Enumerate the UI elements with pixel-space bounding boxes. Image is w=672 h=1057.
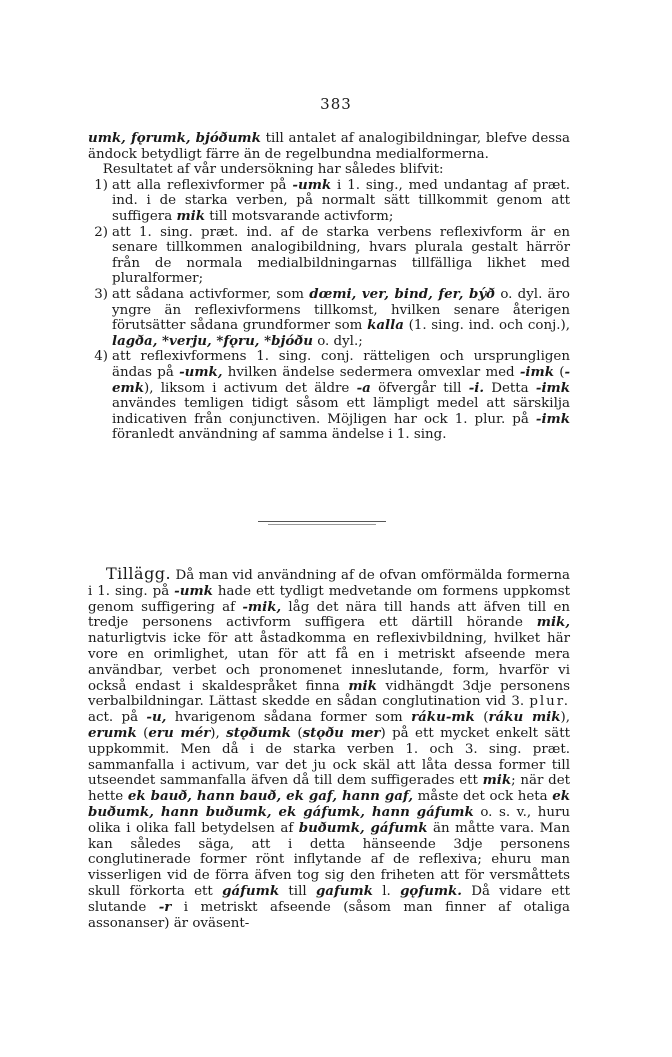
list-item: 1) att alla reflexivformer på -umk i 1. sing., med undantag af præt. ind. i de starka verben, på normalt sätt tillkommit genom att suffigera mik till motsvarande activform; bbox=[88, 178, 570, 225]
addendum-heading: Tillägg. bbox=[106, 564, 172, 583]
list-number: 3) bbox=[94, 286, 108, 302]
result-list bbox=[88, 178, 570, 443]
list-number: 1) bbox=[94, 177, 108, 193]
continuation-paragraph: umk, fǫrumk, bjóðumk till antalet af analogibildningar, blefve dessa ändock betydligt färre än de regelbundna medialformerna. bbox=[88, 130, 570, 162]
page-number: 383 bbox=[320, 95, 352, 113]
list-item: 4) att reflexivformens 1. sing. conj. rätteligen och ursprungligen ändas på -umk, hvilken ändelse sedermera omvexlar med -imk (-emk), liksom i activum det äldre -a öfvergår till -i. Detta -imk användes temligen tidigt såsom ett lämpligt medel att särskilja indicativen från conjunctiven. Möjligen har ock 1. plur. på -imk föranledt användning af samma ändelse i 1. sing. bbox=[88, 349, 570, 443]
list-item: 3) att sådana activformer, som dœmi, ver, bind, fer, býð o. dyl. äro yngre än reflexivformens tillkomst, hvilken senare återigen förutsätter sådana grundformer som kalla (1. sing. ind. och conj.), lagða, *verju, *fǫru, *bjóðu o. dyl.; bbox=[88, 287, 570, 349]
addendum-section bbox=[88, 566, 570, 931]
list-number: 4) bbox=[94, 349, 108, 365]
list-item: 2) att 1. sing. præt. ind. af de starka verbens reflexivform är en senare tillkommen analogibildning, hvars plurala gestalt härrör från de normala medialbildningarnas tillfälliga likhet med pluralformer; bbox=[88, 225, 570, 287]
addendum-paragraph: Tillägg. Då man vid användning af de ofvan omförmälda formerna i 1. sing. på -umk hade ett tydligt medvetande om formens uppkomst genom suffigering af -mik, låg det nära till hands att äfven till en tredje personens activform suffigera ett därtill hörande mik, naturligtvis icke för att åstadkomma en reflexivbildning, hvilket här vore en orimlighet, utan för att få en i metriskt afseende mera användbar, verbet och pronomenet inneslutande, form, hvarför vi också endast i skaldespråket finna mik vidhängdt 3dje personens verbalbildningar. Lättast skedde en sådan conglutination vid 3. plur. act. på -u, hvarigenom sådana former som ráku-mk (ráku mik), erumk (eru mér), stǫðumk (stǫðu mer) på ett mycket enkelt sätt uppkommit. Men då i de starka verben 1. och 3. sing. præt. sammanfalla i activum, var det ju ock skäl att låta dessa former till utseendet sammanfalla äfven då till dem suffigerades ett mik; när det hette ek bauð, hann bauð, ek gaf, hann gaf, måste det ock heta ek buðumk, hann buðumk, ek gáfumk, hann gáfumk o. s. v., huru olika i olika fall betydelsen af buðumk, gáfumk än måtte vara. Man kan således säga, att i detta hänseende 3dje personens conglutinerade former rönt inflytande af de reflexiva; ehuru man visserligen vid de förra äfven tog sig den friheten att för versmåttets skull förkorta ett gáfumk till gafumk l. gǫfumk. Då vidare ett slutande -r i metriskt afseende (såsom man finner af otaliga assonanser) är oväsent- bbox=[88, 564, 571, 931]
list-number: 2) bbox=[94, 224, 108, 240]
section-divider bbox=[258, 521, 386, 522]
top-paragraph bbox=[88, 131, 570, 443]
result-intro: Resultatet af vår undersökning har således blifvit: bbox=[102, 162, 444, 178]
